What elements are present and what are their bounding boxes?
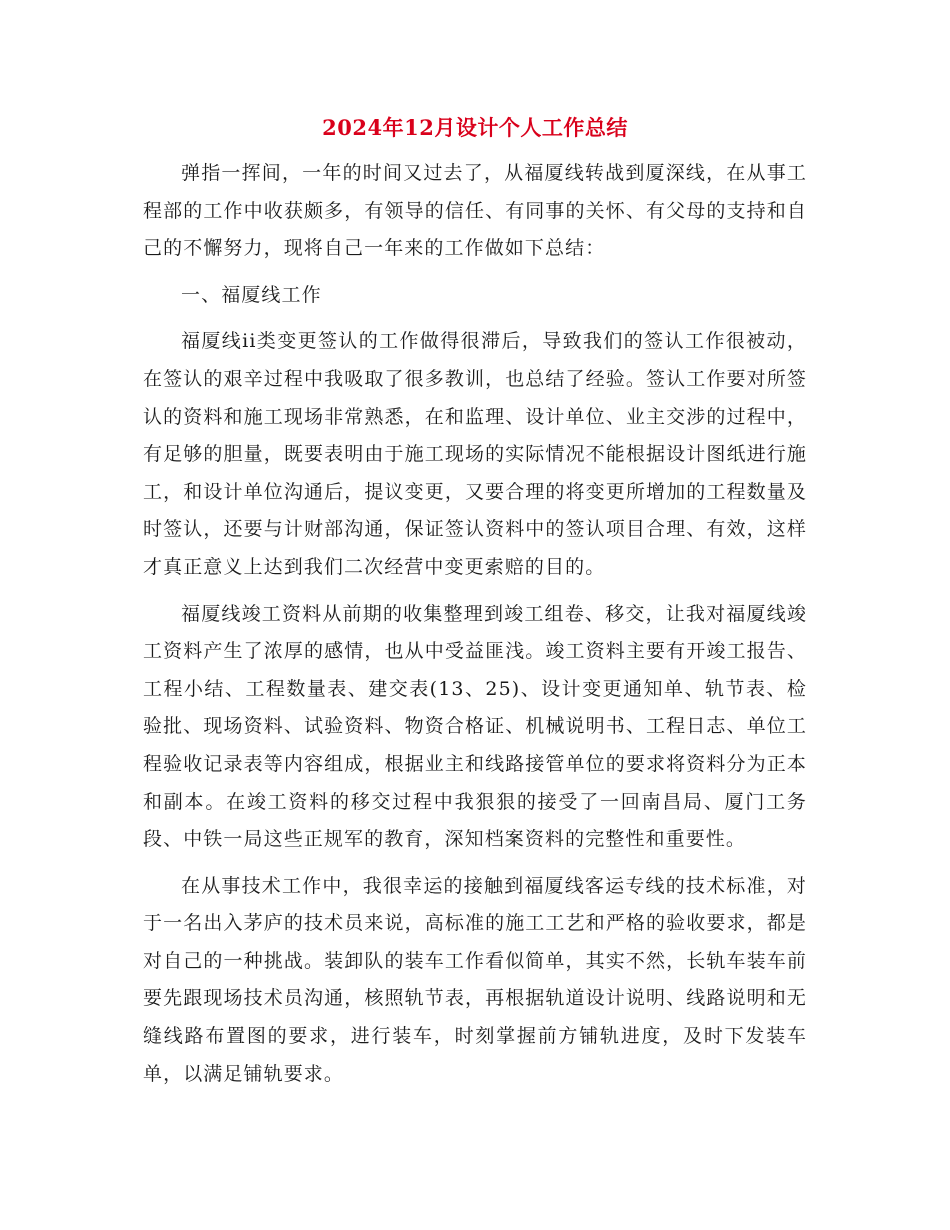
document-title: 2024年12月设计个人工作总结 xyxy=(322,115,628,140)
section-heading-fuxia-line: 一、福厦线工作 xyxy=(181,283,322,306)
paragraph-change-signoff: 福厦线ii类变更签认的工作做得很滞后，导致我们的签认工作很被动，在签认的艰辛过程中我吸取了很多教训，也总结了经验。签认工作要对所签认的资料和施工现场非常熟悉，在和监理、设计单位、业主交涉的过程中，有足够的胆量，既要表明由于施工现场的实际情况不能根据设计图纸进行施工，和设计单位沟通后，提议变更，又要合理的将变更所增加的工程数量及时签认，还要与计财部沟通，保证签认资料中的签认项目合理、有效，这样才真正意义上达到我们二次经营中变更索赔的目的。 xyxy=(143,330,807,578)
document-body xyxy=(143,155,807,1102)
paragraph-completion-documents: 福厦线竣工资料从前期的收集整理到竣工组卷、移交，让我对福厦线竣工资料产生了浓厚的感情，也从中受益匪浅。竣工资料主要有开竣工报告、工程小结、工程数量表、建交表(13、25)、设计变更通知单、轨节表、检验批、现场资料、试验资料、物资合格证、机械说明书、工程日志、单位工程验收记录表等内容组成，根据业主和线路接管单位的要求将资料分为正本和副本。在竣工资料的移交过程中我狠狠的接受了一回南昌局、厦门工务段、中铁一局这些正规军的教育，深知档案资料的完整性和重要性。 xyxy=(143,602,807,851)
paragraph-intro: 弹指一挥间，一年的时间又过去了，从福厦线转战到厦深线，在从事工程部的工作中收获颇多，有领导的信任、有同事的关怀、有父母的支持和自己的不懈努力，现将自己一年来的工作做如下总结： xyxy=(143,162,807,260)
paragraph-technical-work: 在从事技术工作中，我很幸运的接触到福厦线客运专线的技术标准，对于一名出入茅庐的技术员来说，高标准的施工工艺和严格的验收要求，都是对自己的一种挑战。装卸队的装车工作看似简单，其实不然，长轨车装车前要先跟现场技术员沟通，核照轨节表，再根据轨道设计说明、线路说明和无缝线路布置图的要求，进行装车，时刻掌握前方铺轨进度，及时下发装车单，以满足铺轨要求。 xyxy=(143,874,807,1085)
